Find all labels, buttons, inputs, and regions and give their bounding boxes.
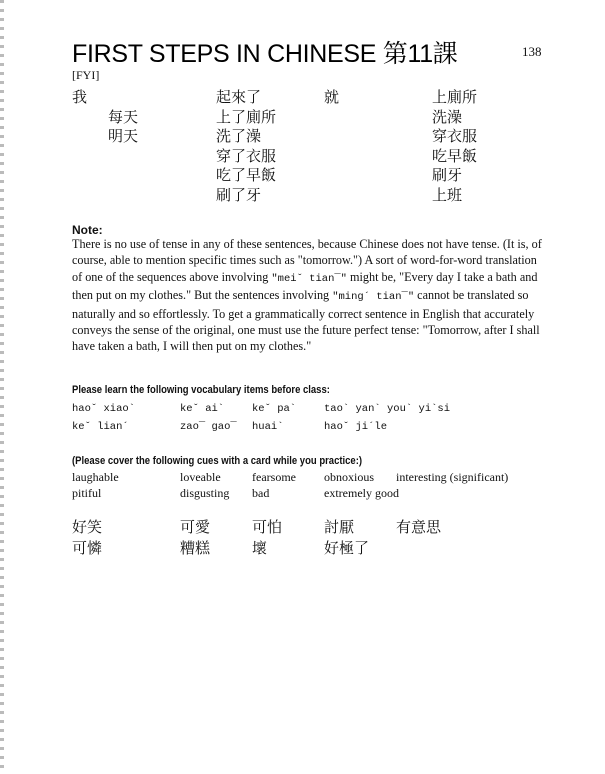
pattern-col-time [108, 88, 138, 147]
chinese-word: 好笑 [72, 518, 103, 536]
vocab-item: keˇ pa` [252, 403, 297, 415]
pattern-cell: 我 [72, 88, 88, 106]
note-term: "meiˇ tian¯" [271, 272, 347, 285]
note-text: cannot be translated so naturally and so effortlessly. To get a grammatically correct sentence in English that accurately conveys the sense of the original, one must use the future perfect tense: "Tomorrow, after I shall have taken a bath, I will then put on my clothes." [72, 288, 540, 354]
cue-item: fearsome [252, 470, 296, 484]
cue-item: loveable [180, 470, 221, 484]
vocab-item: zao¯ gao¯ [180, 421, 237, 433]
pattern-cell: 吃了早飯 [216, 166, 277, 184]
note-text: might be, "Every day I take a bath and then put on my clothes." But the sentences involving [72, 269, 538, 303]
pattern-cell: 上班 [432, 185, 463, 204]
vocab-item: haoˇ xiao` [72, 403, 136, 415]
pattern-cell: 起來了 [216, 88, 262, 106]
pattern-cell: 每天 [108, 107, 139, 126]
chinese-word: 可怕 [252, 518, 283, 536]
pattern-col-completed-action [216, 88, 276, 205]
note-paragraph [72, 236, 542, 355]
pattern-cell: 洗澡 [432, 107, 463, 126]
chinese-word: 好極了 [324, 539, 370, 557]
cue-item: obnoxious [324, 470, 375, 484]
vocab-item: keˇ lian´ [72, 421, 129, 433]
cue-item: interesting (significant) [396, 470, 509, 484]
vocab-item: keˇ ai` [180, 403, 225, 415]
page-number: 138 [522, 44, 542, 59]
pattern-cell: 穿衣服 [432, 127, 478, 145]
pattern-cell: 吃早飯 [432, 146, 478, 165]
page-title: FIRST STEPS IN CHINESE 第11課 [72, 40, 458, 68]
pattern-cell: 穿了衣服 [216, 146, 277, 165]
pattern-cell: 刷了牙 [216, 185, 262, 204]
cue-item: laughable [72, 470, 119, 484]
pattern-cell: 上廁所 [432, 88, 478, 106]
pattern-col-subject [72, 88, 87, 108]
chinese-word: 可愛 [180, 518, 211, 536]
pattern-col-next-action [432, 88, 477, 205]
chinese-word: 壞 [252, 539, 268, 557]
chinese-word: 討厭 [324, 518, 355, 536]
cue-item: disgusting [180, 486, 230, 500]
chinese-word: 可憐 [72, 539, 103, 557]
pattern-cell: 洗了澡 [216, 127, 262, 145]
chinese-word: 糟糕 [180, 539, 211, 557]
cue-item: pitiful [72, 486, 102, 500]
pattern-cell [108, 88, 138, 108]
pattern-cell: 明天 [108, 127, 139, 145]
page-edge-scan-marks [0, 0, 4, 774]
vocab-item: haoˇ ji´le [324, 421, 388, 433]
pattern-cell: 就 [324, 88, 340, 106]
pattern-col-then [324, 88, 339, 108]
note-term: "ming´ tian¯" [332, 291, 415, 304]
cues-heading: (Please cover the following cues with a card while you practice:) [72, 455, 363, 467]
pattern-cell: 刷牙 [432, 166, 463, 184]
note-text: There is no use of tense in any of these sentences, because Chinese does not have tense. (It is, of course, able to mention specific times such as "tomorrow.") A sort of word-for-word translation of one of the sequences above involving [72, 237, 542, 284]
fyi-label: [FYI] [72, 68, 100, 82]
pattern-cell: 上了廁所 [216, 107, 277, 126]
vocab-item: tao` yan` you` yi`si [324, 403, 451, 415]
cue-item: bad [252, 486, 270, 500]
vocab-item: huai` [252, 421, 284, 433]
chinese-word: 有意思 [396, 518, 442, 536]
vocab-heading: Please learn the following vocabulary items before class: [72, 384, 330, 396]
cue-item: extremely good [324, 486, 399, 500]
note-label: Note: [72, 223, 103, 237]
